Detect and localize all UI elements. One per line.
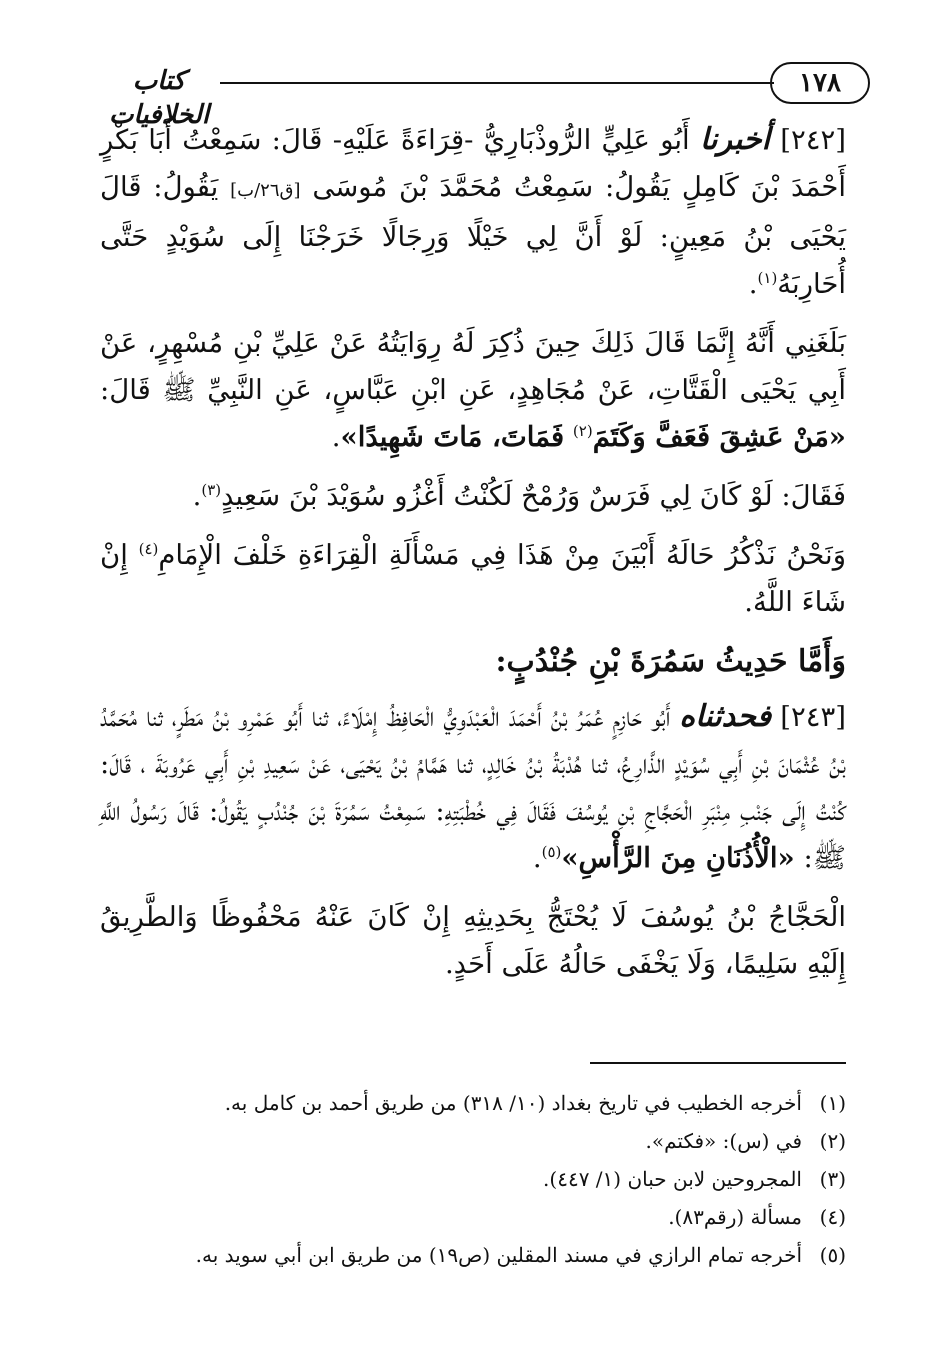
- hadith-quote: «الْأُذُنَانِ مِنَ الرَّأْسِ»: [561, 842, 795, 874]
- hadith-number: [٢٤٢]: [780, 124, 846, 156]
- footnote-text: أخرجه الخطيب في تاريخ بغداد (١٠/ ٣١٨) من طريق أحمد بن كامل به.: [224, 1091, 802, 1115]
- footnote-number: (٥): [819, 1243, 846, 1267]
- paragraph-hajjaj: [100, 894, 846, 988]
- book-title: كتاب الخلافيات: [108, 66, 210, 130]
- manuscript-ref: [ق٢٦/ب]: [230, 180, 301, 201]
- footnote-number: (١): [819, 1091, 846, 1115]
- paragraph-243: [100, 693, 846, 882]
- footnote-number: (٢): [819, 1129, 846, 1153]
- header-rule: [220, 82, 774, 84]
- footnote-marker[interactable]: (٥): [541, 842, 562, 861]
- paragraph-text: أَبُو عَلِيٍّ الرُّوذْبَارِيُّ -قِرَاءَةً عَلَيْهِ- قَالَ: سَمِعْتُ أَبَا بَكْرٍ أَحْمَدَ بْنَ كَامِلٍ يَقُولُ: سَمِعْتُ مُحَمَّدَ بْنَ مُوسَى: [100, 124, 846, 203]
- paragraph-text: بَلَغَنِي أَنَّهُ إِنَّمَا قَالَ ذَلِكَ حِينَ ذُكِرَ لَهُ رِوَايَتُهُ عَنْ عَلِيِّ بْنِ مُسْهِرٍ، عَنْ أَبِي يَحْيَى الْقَتَّاتِ، عَنْ مُجَاهِدٍ، عَنِ ابْنِ عَبَّاسٍ، عَنِ النَّبِيِّ ﷺ قَالَ:: [100, 327, 846, 406]
- punctuation: .: [331, 421, 341, 453]
- main-text: [100, 116, 846, 1000]
- footnote-text: أخرجه تمام الرازي في مسند المقلين (ص١٩) من طريق ابن أبي سويد به.: [195, 1243, 802, 1267]
- transmission-keyword: فحدثناه: [679, 699, 772, 734]
- footnote-marker[interactable]: (٤): [138, 539, 159, 558]
- paragraph-faqala: [100, 473, 846, 520]
- footnote-number: (٤): [819, 1205, 846, 1229]
- punctuation: .: [192, 480, 202, 512]
- page-header: [100, 62, 870, 130]
- footnote-item: [100, 1236, 846, 1274]
- footnote-marker[interactable]: (١): [757, 268, 778, 287]
- hadith-quote: «مَنْ عَشِقَ فَعَفَّ وَكَتَمَ: [592, 421, 846, 453]
- footnote-separator: [590, 1062, 846, 1064]
- footnote-item: [100, 1198, 846, 1236]
- page-number-badge: ١٧٨: [770, 62, 870, 104]
- footnote-text: في (س): «فكتم».: [645, 1129, 802, 1153]
- paragraph-text: إِنْ شَاءَ اللَّهُ.: [100, 539, 846, 618]
- footnote-marker[interactable]: (٣): [201, 480, 222, 499]
- punctuation: .: [748, 268, 758, 300]
- footnote-text: المجروحين لابن حبان (١/ ٤٤٧).: [543, 1167, 802, 1191]
- footnote-marker[interactable]: (٢): [572, 421, 593, 440]
- paragraph-nahnu: [100, 532, 846, 626]
- punctuation: .: [532, 842, 542, 874]
- paragraph-text: الْحَجَّاجُ بْنُ يُوسُفَ لَا يُحْتَجُّ بِحَدِيثِهِ إِنْ كَانَ عَنْهُ مَحْفُوظًا وَالطَّرِيقُ إِلَيْهِ سَلِيمًا، وَلَا يَخْفَى حَالُهُ عَلَى أَحَدٍ.: [100, 901, 846, 980]
- transmission-keyword: أخبرنا: [699, 122, 770, 157]
- paragraph-text: أَبُو حَازِمٍ عُمَرُ بْنُ أَحْمَدَ الْعَبْدَوِيُّ الْحَافِظُ إِمْلَاءً، ثنا أَبُو عَمْرِو بْنُ مَطَرٍ، ثنا مُحَمَّدُ بْنُ عُثْمَانَ بْنِ أَبِي سُوَيْدٍ الذَّارِعُ، ثنا هُدْبَةُ بْنُ خَالِدٍ، ثنا هَمَّامُ بْنُ يَحْيَى، عَنْ سَعِيدِ بْنِ أَبِي عَرُوبَةَ ، قَالَ: كُنْتُ إِلَى جَنْبِ مِنْبَرِ الْحَجَّاجِ بْنِ يُوسُفَ فَقَالَ فِي خُطْبَتِهِ: سَمِعْتُ سَمُرَةَ بْنَ جُنْدُبٍ يَقُولُ: قَالَ رَسُولُ اللَّهِ ﷺ:: [100, 701, 846, 874]
- footnote-number: (٣): [819, 1167, 846, 1191]
- footnote-item: [100, 1160, 846, 1198]
- hadith-number: [٢٤٣]: [780, 701, 846, 733]
- footnote-item: [100, 1122, 846, 1160]
- hadith-quote: فَمَاتَ، مَاتَ شَهِيدًا»: [340, 421, 565, 453]
- paragraph-242: [100, 116, 846, 308]
- paragraph-text: فَقَالَ: لَوْ كَانَ لِي فَرَسٌ وَرُمْحٌ لَكُنْتُ أَغْزُو سُوَيْدَ بْنَ سَعِيدٍ: [221, 480, 846, 512]
- footnote-item: [100, 1084, 846, 1122]
- footnote-text: مسألة (رقم٨٣).: [668, 1205, 802, 1229]
- paragraph-text: يَقُولُ: قَالَ يَحْيَى بْنُ مَعِينٍ: لَوْ أَنَّ لِي خَيْلًا وَرِجَالًا خَرَجْنَا إِلَى سُوَيْدٍ حَتَّى أُحَارِبَهُ: [100, 171, 846, 300]
- footnotes: [100, 1084, 846, 1274]
- paragraph-balaghani: [100, 320, 846, 461]
- paragraph-text: وَنَحْنُ نَذْكُرُ حَالَهُ أَبْيَنَ مِنْ هَذَا فِي مَسْأَلَةِ الْقِرَاءَةِ خَلْفَ الْإِمَامِ: [158, 539, 846, 571]
- section-heading: وَأَمَّا حَدِيثُ سَمُرَةَ بْنِ جُنْدُبٍ:: [495, 644, 846, 679]
